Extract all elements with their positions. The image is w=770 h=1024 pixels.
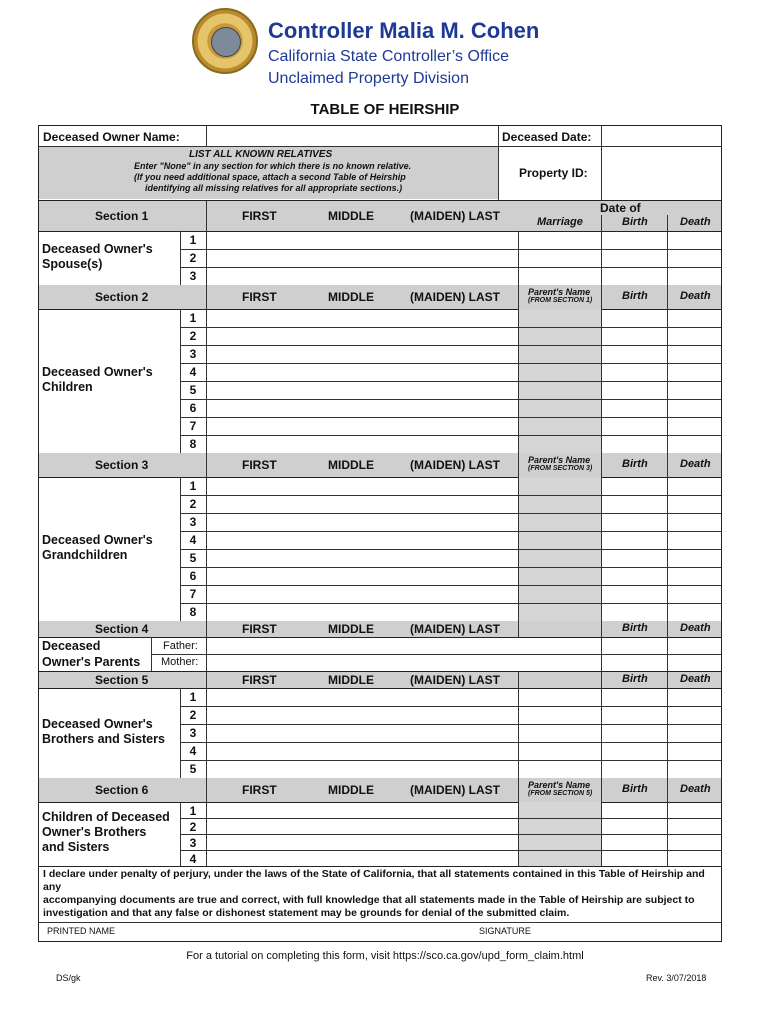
s2-name-field[interactable] <box>207 381 517 398</box>
tutorial-link-text[interactable]: For a tutorial on completing this form, visit https://sco.ca.gov/upd_form_claim.html <box>186 950 584 962</box>
s3-row-number: 3 <box>189 515 197 529</box>
col-first-s1: FIRST <box>242 209 277 223</box>
s2-name-field[interactable] <box>207 417 517 434</box>
col-last-s1: (MAIDEN) LAST <box>410 209 500 223</box>
footer-code: DS/gk <box>56 973 81 983</box>
printed-name-label: PRINTED NAME <box>47 926 116 936</box>
col-death-s5: Death <box>680 673 711 685</box>
declaration-paragraph: I declare under penalty of perjury, under the laws of the State of California, that all statements contained in this Table of Heirship and any accompanying documents are true and correct, with full knowledge that all statements made in the Table of Heirship are subject to investigation and that any false or dishonest statement may be grounds for denial of the submitted claim. <box>43 868 705 919</box>
s2-header: Section 2 <box>95 290 149 304</box>
s3-label-2: Grandchildren <box>42 548 128 562</box>
s3-row-number: 2 <box>189 497 197 511</box>
s1-row-number: 3 <box>189 269 197 283</box>
s3-name-field[interactable] <box>207 549 517 566</box>
s3-name-field[interactable] <box>207 477 517 494</box>
col-first-s2: FIRST <box>242 290 277 304</box>
s3-row-number: 8 <box>189 605 197 619</box>
col-death-s3: Death <box>680 458 711 470</box>
col-death-s1: Death <box>680 216 711 228</box>
s2-name-field[interactable] <box>207 309 517 326</box>
s3-name-field[interactable] <box>207 513 517 530</box>
declaration-box <box>38 866 722 942</box>
s5-name-field[interactable] <box>207 706 517 723</box>
s1-header: Section 1 <box>95 209 149 223</box>
s2-row-number: 3 <box>189 347 197 361</box>
s3-row-number: 6 <box>189 569 197 583</box>
col-birth-s1: Birth <box>622 216 648 228</box>
s6-name-field[interactable] <box>207 802 517 817</box>
deceased-date-field[interactable] <box>602 126 721 146</box>
s5-row-number: 4 <box>189 744 197 758</box>
deceased-date-label: Deceased Date: <box>502 130 592 144</box>
s1-name-field[interactable] <box>207 267 517 284</box>
s1-name-field[interactable] <box>207 249 517 266</box>
form-title: TABLE OF HEIRSHIP <box>310 101 460 118</box>
california-seal-logo <box>192 8 258 74</box>
col-first-s3: FIRST <box>242 458 277 472</box>
property-id-field[interactable] <box>602 147 721 199</box>
col-first-s5: FIRST <box>242 673 277 687</box>
col-from-s6: (FROM SECTION 5) <box>528 790 593 797</box>
s1-label-1: Deceased Owner's <box>42 242 153 256</box>
col-middle-s3: MIDDLE <box>328 458 374 472</box>
s2-row-number: 1 <box>189 311 197 325</box>
mother-label: Mother: <box>161 656 199 668</box>
s3-name-field[interactable] <box>207 603 517 620</box>
s6-name-field[interactable] <box>207 850 517 865</box>
col-from-s2: (FROM SECTION 1) <box>528 297 593 304</box>
s1-row-number: 1 <box>189 233 197 247</box>
father-label: Father: <box>163 640 198 652</box>
col-middle-s2: MIDDLE <box>328 290 374 304</box>
col-middle-s6: MIDDLE <box>328 783 374 797</box>
col-birth-s2: Birth <box>622 290 648 302</box>
s6-row-number: 4 <box>189 852 197 866</box>
s5-row-number: 3 <box>189 726 197 740</box>
col-death-s2: Death <box>680 290 711 302</box>
col-birth-s6: Birth <box>622 783 648 795</box>
col-last-s4: (MAIDEN) LAST <box>410 622 500 636</box>
col-middle-s1: MIDDLE <box>328 209 374 223</box>
s5-row-number: 5 <box>189 762 197 776</box>
s6-row-number: 1 <box>189 804 197 818</box>
s2-name-field[interactable] <box>207 435 517 452</box>
s3-label-1: Deceased Owner's <box>42 533 153 547</box>
revision-date: Rev. 3/07/2018 <box>646 973 707 983</box>
col-death-s6: Death <box>680 783 711 795</box>
s3-name-field[interactable] <box>207 531 517 548</box>
s2-label-2: Children <box>42 380 93 394</box>
s2-label-1: Deceased Owner's <box>42 365 153 379</box>
col-birth-s3: Birth <box>622 458 648 470</box>
s3-name-field[interactable] <box>207 585 517 602</box>
signature-label: SIGNATURE <box>479 926 531 936</box>
s3-name-field[interactable] <box>207 567 517 584</box>
s3-row-number: 5 <box>189 551 197 565</box>
s4-header: Section 4 <box>95 622 149 636</box>
s2-name-field[interactable] <box>207 327 517 344</box>
property-id-label: Property ID: <box>519 166 588 180</box>
s4-label-2: Owner's Parents <box>42 655 141 669</box>
s2-name-field[interactable] <box>207 363 517 380</box>
col-marriage: Marriage <box>537 216 583 228</box>
instruction-line-2: (If you need additional space, attach a second Table of Heirship <box>134 172 406 182</box>
s3-name-field[interactable] <box>207 495 517 512</box>
s2-row-number: 7 <box>189 419 197 433</box>
s5-name-field[interactable] <box>207 688 517 705</box>
header-title: Controller Malia M. Cohen <box>268 18 540 43</box>
s6-row-number: 3 <box>189 836 197 850</box>
s3-row-number: 1 <box>189 479 197 493</box>
col-middle-s4: MIDDLE <box>328 622 374 636</box>
col-parents-name-s2: Parent's Name <box>528 287 591 297</box>
s2-row-number: 5 <box>189 383 197 397</box>
s5-row-number: 1 <box>189 690 197 704</box>
s6-label-3: and Sisters <box>42 840 110 854</box>
col-date-of: Date of <box>600 201 641 215</box>
col-last-s2: (MAIDEN) LAST <box>410 290 500 304</box>
s3-header: Section 3 <box>95 458 149 472</box>
s1-label-2: Spouse(s) <box>42 257 103 271</box>
col-first-s4: FIRST <box>242 622 277 636</box>
col-first-s6: FIRST <box>242 783 277 797</box>
deceased-owner-name-field[interactable] <box>207 126 497 146</box>
s5-label-1: Deceased Owner's <box>42 717 153 731</box>
s5-row-number: 2 <box>189 708 197 722</box>
s3-row-number: 4 <box>189 533 197 547</box>
heirship-form <box>38 125 722 867</box>
header-subtitle-division: Unclaimed Property Division <box>268 70 469 87</box>
s5-name-field[interactable] <box>207 760 517 777</box>
s6-label-2: Owner's Brothers <box>42 825 147 839</box>
s2-row-number: 2 <box>189 329 197 343</box>
s6-header: Section 6 <box>95 783 149 797</box>
col-death-s4: Death <box>680 622 711 634</box>
s5-header: Section 5 <box>95 673 149 687</box>
deceased-owner-name-label: Deceased Owner Name: <box>43 130 180 144</box>
s6-name-field[interactable] <box>207 818 517 833</box>
col-last-s3: (MAIDEN) LAST <box>410 458 500 472</box>
instruction-line-3: identifying all missing relatives for all appropriate sections.) <box>145 183 403 193</box>
s2-row-number: 6 <box>189 401 197 415</box>
s2-row-number: 4 <box>189 365 197 379</box>
col-parents-name-s3: Parent's Name <box>528 455 591 465</box>
s6-label-1: Children of Deceased <box>42 810 170 824</box>
s3-row-number: 7 <box>189 587 197 601</box>
s5-name-field[interactable] <box>207 724 517 741</box>
s6-row-number: 2 <box>189 820 197 834</box>
instruction-line-1: Enter "None" in any section for which there is no known relative. <box>134 161 412 171</box>
s1-row-number: 2 <box>189 251 197 265</box>
col-parents-name-s6: Parent's Name <box>528 780 591 790</box>
col-middle-s5: MIDDLE <box>328 673 374 687</box>
s6-name-field[interactable] <box>207 834 517 849</box>
s2-name-field[interactable] <box>207 399 517 416</box>
s5-label-2: Brothers and Sisters <box>42 732 165 746</box>
col-birth-s4: Birth <box>622 622 648 634</box>
header-subtitle-office: California State Controller’s Office <box>268 48 509 65</box>
s2-name-field[interactable] <box>207 345 517 362</box>
col-last-s5: (MAIDEN) LAST <box>410 673 500 687</box>
col-from-s3: (FROM SECTION 3) <box>528 465 593 472</box>
col-last-s6: (MAIDEN) LAST <box>410 783 500 797</box>
s1-name-field[interactable] <box>207 231 517 248</box>
s2-row-number: 8 <box>189 437 197 451</box>
s4-label-1: Deceased <box>42 639 101 653</box>
list-all-known-relatives: LIST ALL KNOWN RELATIVES <box>189 149 333 160</box>
col-birth-s5: Birth <box>622 673 648 685</box>
s5-name-field[interactable] <box>207 742 517 759</box>
